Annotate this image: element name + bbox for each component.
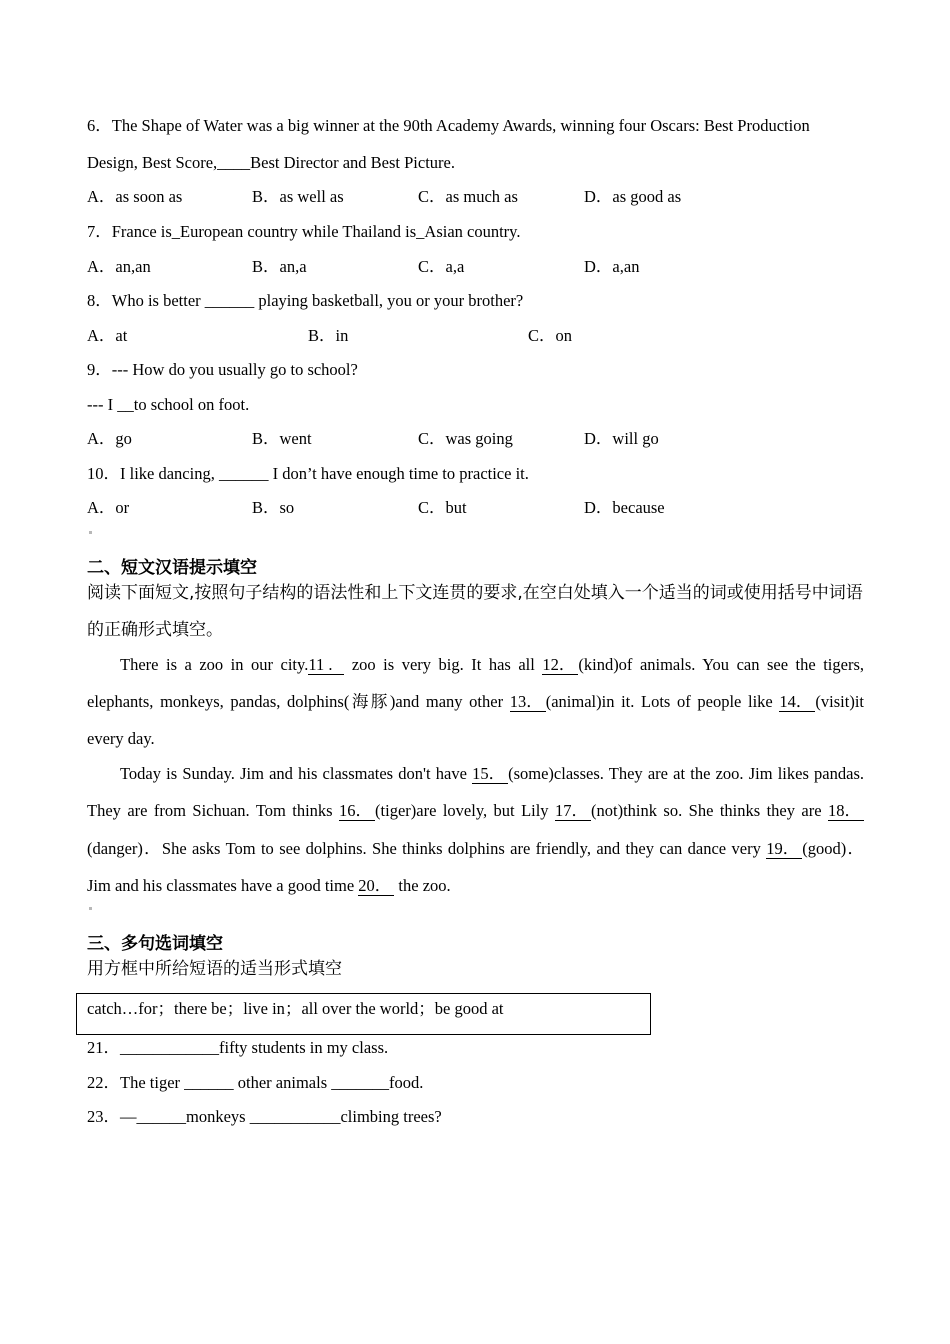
phrase: catch…for — [87, 999, 158, 1018]
phrase-separator: ； — [418, 999, 435, 1018]
question-10-options — [87, 498, 847, 518]
option-b: B．as well as — [252, 187, 344, 206]
question-8-line-1: 8．Who is better ______ playing basketball, you or your brother? — [87, 291, 524, 310]
blank-18: 18． — [828, 802, 864, 821]
question-6-line-2: Design, Best Score,____Best Director and Best Picture. — [87, 153, 455, 172]
passage-text: They are from Sichuan. Tom thinks — [87, 801, 340, 820]
option-a: A．as soon as — [87, 187, 183, 206]
passage-text: (visit)it — [815, 692, 864, 711]
passage-text: (kind)of animals. You can see the tigers, — [578, 655, 865, 674]
passage-text: zoo is very big. It has all — [344, 655, 543, 674]
phrase: be good at — [434, 999, 504, 1018]
option-b: B．went — [252, 429, 312, 448]
passage-text: (some)classes. They are at the zoo. Jim likes pandas. — [508, 764, 865, 783]
passage-text: every day. — [87, 729, 155, 748]
phrase: all over the world — [301, 999, 419, 1018]
section-3-title: 三、多句选词填空 — [87, 934, 223, 954]
phrase: there be — [174, 999, 227, 1018]
option-d: D．will go — [584, 429, 659, 448]
paragraph-mark — [89, 531, 92, 534]
option-a: A．at — [87, 326, 128, 345]
option-c: C．on — [528, 326, 573, 345]
question-21: 21．____________fifty students in my class. — [87, 1038, 389, 1057]
question-7-line-1: 7．France is_European country while Thailand is_Asian country. — [87, 222, 521, 241]
passage-p1-line-1 — [87, 655, 864, 675]
option-d: D．because — [584, 498, 665, 517]
passage-text: There is a zoo in our city. — [120, 655, 309, 674]
option-d: D．as good as — [584, 187, 682, 206]
passage-text: Today is Sunday. Jim and his classmates don't have — [120, 764, 473, 783]
option-c: C．a,a — [418, 257, 465, 276]
question-8-options — [87, 326, 847, 346]
blank-13: 13． — [510, 693, 546, 712]
question-23: 23．—______monkeys ___________climbing trees? — [87, 1107, 442, 1126]
blank-12: 12． — [542, 656, 578, 675]
blank-20: 20． — [358, 877, 394, 896]
passage-text: (animal)in it. Lots of people like — [545, 692, 780, 711]
question-9-options — [87, 429, 847, 449]
phrase-separator: ； — [284, 999, 302, 1018]
paragraph-mark — [89, 907, 92, 910]
option-d: D．a,an — [584, 257, 640, 276]
blank-15: 15． — [472, 765, 508, 784]
question-6-options — [87, 187, 847, 207]
option-c: C．was going — [418, 429, 513, 448]
phrase: live in — [243, 999, 285, 1018]
option-c: C．but — [418, 498, 467, 517]
blank-14: 14． — [779, 693, 815, 712]
option-b: B．an,a — [252, 257, 307, 276]
question-7-options — [87, 257, 847, 277]
option-b: B．so — [252, 498, 295, 517]
passage-text: (good)． — [802, 839, 864, 858]
section-2-instruction-line-2: 的正确形式填空。 — [87, 620, 223, 640]
section-3-instruction: 用方框中所给短语的适当形式填空 — [87, 959, 342, 979]
passage-p2-line-1 — [87, 764, 864, 784]
passage-text: (danger)．She asks Tom to see dolphins. She thinks dolphins are friendly, and they can dance very — [87, 839, 767, 858]
question-22: 22．The tiger ______ other animals _______food. — [87, 1073, 424, 1092]
blank-19: 19． — [766, 840, 802, 859]
passage-text: (not)think so. She thinks they are — [591, 801, 828, 820]
blank-11: 11 . — [308, 656, 344, 675]
passage-text: (tiger)are lovely, but Lily — [375, 801, 555, 820]
phrase-separator: ； — [157, 999, 175, 1018]
word-box — [76, 993, 651, 1035]
option-c: C．as much as — [418, 187, 518, 206]
section-2-instruction-line-1: 阅读下面短文,按照句子结构的语法性和上下文连贯的要求,在空白处填入一个适当的词或使用括号中词语 — [87, 583, 863, 603]
option-b: B．in — [308, 326, 349, 345]
passage-p2-line-4 — [87, 876, 451, 896]
passage-text: the zoo. — [394, 876, 451, 895]
passage-p1-line-3 — [87, 729, 155, 749]
question-9-line-2: --- I __to school on foot. — [87, 395, 250, 414]
blank-17: 17． — [555, 802, 591, 821]
blank-16: 16． — [339, 802, 375, 821]
question-6-line-1: 6．The Shape of Water was a big winner at the 90th Academy Awards, winning four Oscars: Best Production — [87, 116, 810, 135]
question-9-line-1: 9．--- How do you usually go to school? — [87, 360, 358, 379]
passage-text: elephants, monkeys, pandas, dolphins(海豚)and many other — [87, 692, 510, 711]
passage-p2-line-3 — [87, 839, 864, 859]
passage-p1-line-2 — [87, 692, 864, 712]
section-2-title: 二、短文汉语提示填空 — [87, 558, 257, 578]
option-a: A．an,an — [87, 257, 151, 276]
phrase-separator: ； — [226, 999, 244, 1018]
option-a: A．go — [87, 429, 132, 448]
question-10-line-1: 10．I like dancing, ______ I don’t have enough time to practice it. — [87, 464, 529, 483]
passage-text: Jim and his classmates have a good time — [87, 876, 359, 895]
passage-p2-line-2 — [87, 801, 864, 821]
option-a: A．or — [87, 498, 130, 517]
